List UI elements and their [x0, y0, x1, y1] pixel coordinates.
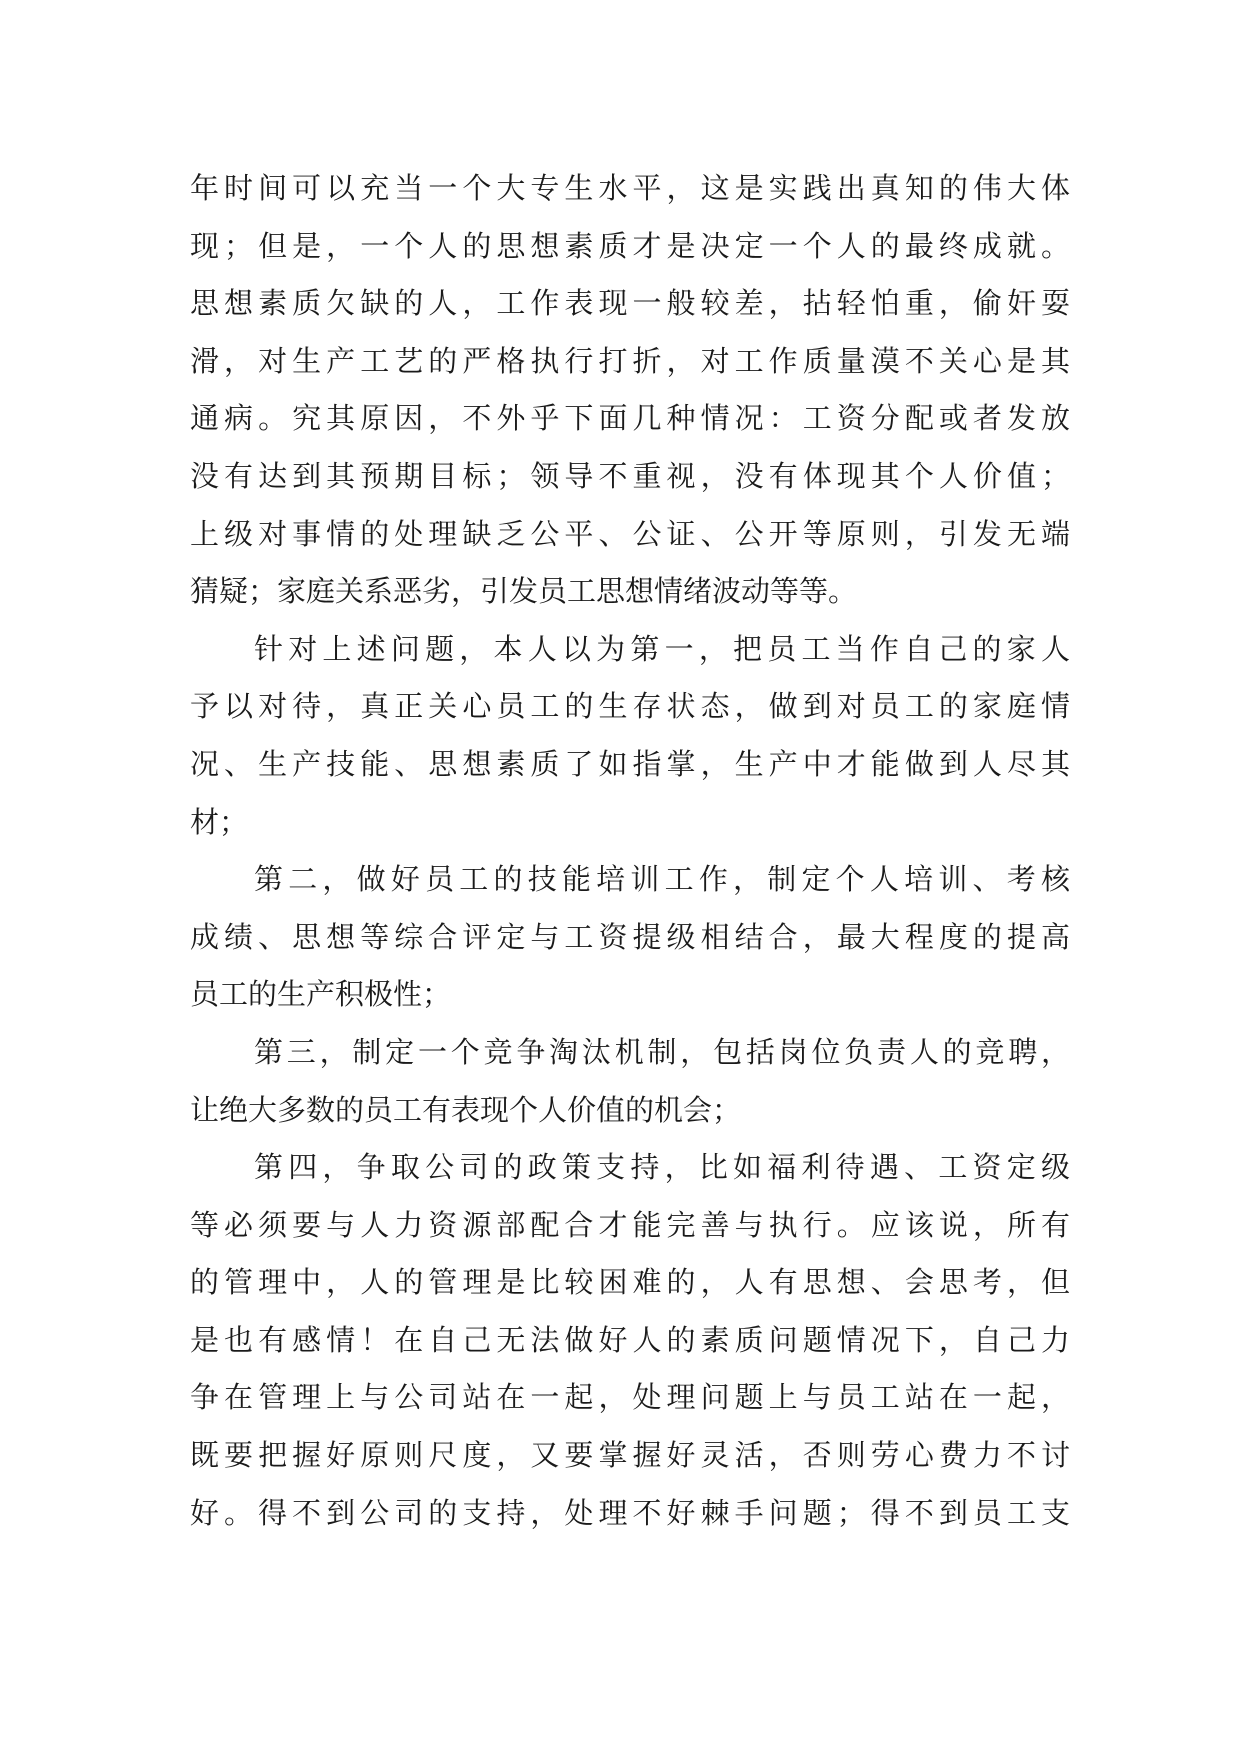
text-line: 予以对待，真正关心员工的生存状态，做到对员工的家庭情 — [190, 689, 1070, 724]
text-line: 通病。究其原因，不外乎下面几种情况：工资分配或者发放 — [190, 401, 1070, 436]
text-line: 猜疑；家庭关系恶劣，引发员工思想情绪波动等等。 — [190, 574, 858, 609]
text-line: 没有达到其预期目标；领导不重视，没有体现其个人价值； — [190, 458, 1070, 493]
text-line: 现；但是，一个人的思想素质才是决定一个人的最终成就。 — [190, 228, 1070, 263]
text-line: 思想素质欠缺的人，工作表现一般较差，拈轻怕重，偷奸耍 — [190, 286, 1070, 321]
text-line: 等必须要与人力资源部配合才能完善与执行。应该说，所有 — [190, 1207, 1070, 1242]
text-line: 的管理中，人的管理是比较困难的，人有思想、会思考，但 — [190, 1265, 1070, 1300]
body-text — [190, 160, 1070, 1542]
text-line: 争在管理上与公司站在一起，处理问题上与员工站在一起， — [190, 1380, 1070, 1415]
text-line: 年时间可以充当一个大专生水平，这是实践出真知的伟大体 — [190, 171, 1070, 205]
text-line: 成绩、思想等综合评定与工资提级相结合，最大程度的提高 — [190, 919, 1070, 954]
text-line: 上级对事情的处理缺乏公平、公证、公开等原则，引发无端 — [190, 516, 1070, 551]
paragraph-first-line: 第二，做好员工的技能培训工作，制定个人培训、考核 — [254, 862, 1070, 897]
text-line: 好。得不到公司的支持，处理不好棘手问题；得不到员工支 — [190, 1495, 1070, 1530]
text-line: 是也有感情！在自己无法做好人的素质问题情况下，自己力 — [190, 1322, 1070, 1357]
text-line: 员工的生产积极性； — [190, 977, 452, 1012]
text-line: 况、生产技能、思想素质了如指掌，生产中才能做到人尽其 — [190, 746, 1070, 781]
text-line: 材； — [190, 804, 249, 839]
paragraph-first-line: 第四，争取公司的政策支持，比如福利待遇、工资定级 — [254, 1150, 1070, 1185]
paragraph-first-line: 第三，制定一个竞争淘汰机制，包括岗位负责人的竞聘， — [254, 1034, 1070, 1069]
text-line: 既要把握好原则尺度，又要掌握好灵活，否则劳心费力不讨 — [190, 1438, 1070, 1473]
paragraph-first-line: 针对上述问题，本人以为第一，把员工当作自己的家人 — [254, 631, 1070, 666]
text-line: 让绝大多数的员工有表现个人价值的机会； — [190, 1092, 742, 1127]
text-line: 滑，对生产工艺的严格执行打折，对工作质量漠不关心是其 — [190, 343, 1070, 378]
